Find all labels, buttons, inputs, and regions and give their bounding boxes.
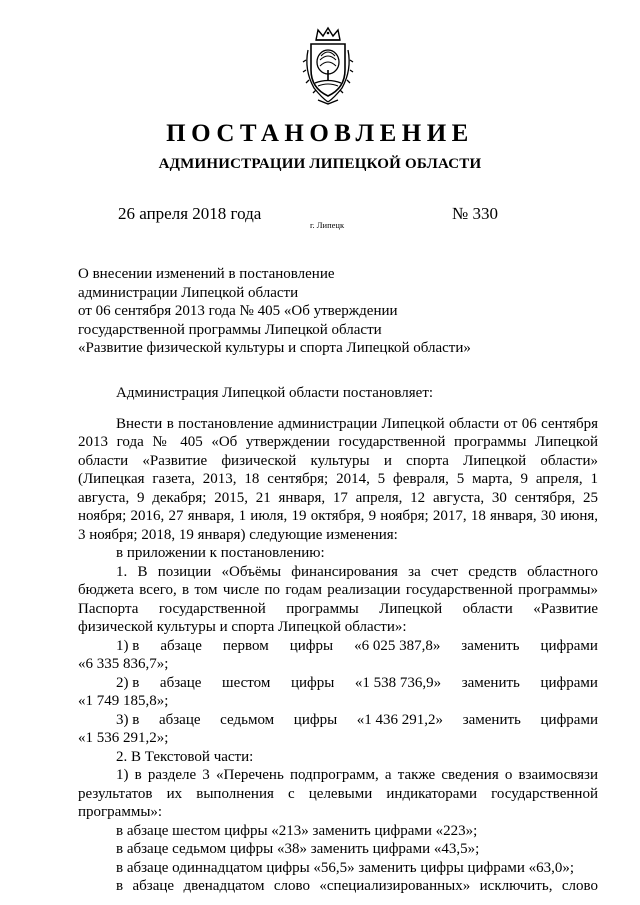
preamble: Администрация Липецкой области постановляет: xyxy=(116,385,434,401)
document-subject xyxy=(78,265,471,358)
body-line: «1 749 185,8»; xyxy=(78,693,169,709)
body-line: программы»: xyxy=(78,804,163,820)
word: первом xyxy=(222,637,269,654)
word: заменить xyxy=(461,674,520,691)
body-line: 2013 года № 405 «Об утверждении государственной программы Липецкой xyxy=(78,434,598,450)
word: абзаце xyxy=(160,637,202,654)
word: 2) в xyxy=(116,674,140,691)
document-number: № 330 xyxy=(452,204,498,223)
word: цифры xyxy=(293,711,338,728)
body-line: Внести в постановление администрации Липецкой области от 06 сентября xyxy=(116,415,598,432)
body-line: Паспорта государственной программы Липецкой области «Развитие xyxy=(78,600,598,617)
word: «1 436 291,2» xyxy=(356,711,444,728)
body-line: области «Развитие физической культуры и спорта Липецкой области» xyxy=(78,452,598,469)
word: 1) в xyxy=(116,637,140,654)
subject-line: «Развитие физической культуры и спорта Липецкой области» xyxy=(78,340,471,356)
document-city: г. Липецк xyxy=(310,220,345,230)
body-line: 2. В Текстовой части: xyxy=(116,748,254,765)
word: «6 025 387,8» xyxy=(354,637,441,654)
coat-of-arms-emblem xyxy=(296,26,360,106)
word: заменить xyxy=(462,711,521,728)
word: «1 538 736,9» xyxy=(354,674,442,691)
amendment-line-2 xyxy=(78,674,598,693)
body-line: 3 ноября; 2018, 19 января) следующие изменения: xyxy=(78,526,398,543)
body-line: 1. В позиции «Объёмы финансирования за счет средств областного xyxy=(116,563,598,580)
word: заменить xyxy=(461,637,520,654)
amendment-line-3 xyxy=(78,711,598,730)
document-body xyxy=(78,384,598,896)
body-line: в абзаце седьмом цифры «38» заменить цифрами «43,5»; xyxy=(116,841,480,857)
body-line: «1 536 291,2»; xyxy=(78,730,169,746)
word: цифры xyxy=(290,674,335,691)
document-date: 26 апреля 2018 года xyxy=(118,204,262,223)
subject-line: О внесении изменений в постановление xyxy=(78,266,335,282)
word: абзаце xyxy=(158,711,201,728)
subject-line: от 06 сентября 2013 года № 405 «Об утверждении xyxy=(78,303,398,319)
word: шестом xyxy=(222,674,271,691)
body-line: в абзаце одиннадцатом цифры «56,5» заменить цифры цифрами «63,0»; xyxy=(116,859,575,876)
word: цифрами xyxy=(540,711,598,728)
body-line: физической культуры и спорта Липецкой области»: xyxy=(78,619,407,635)
body-line: в абзаце двенадцатом слово «специализированных» исключить, слово xyxy=(116,878,598,894)
word: 3) в xyxy=(116,711,140,728)
body-line: 1) в разделе 3 «Перечень подпрограмм, а также сведения о взаимосвязи xyxy=(116,767,598,783)
body-line: «6 335 836,7»; xyxy=(78,656,169,672)
word: цифры xyxy=(289,637,334,654)
word: абзаце xyxy=(159,674,202,691)
body-line: (Липецкая газета, 2013, 18 сентября; 2014, 5 февраля, 5 марта, 9 апреля, 1 xyxy=(78,471,598,487)
subject-line: государственной программы Липецкой области xyxy=(78,321,382,338)
subject-line: администрации Липецкой области xyxy=(78,284,299,301)
body-line: бюджета всего, в том числе по годам реализации государственной программы» xyxy=(78,582,598,598)
body-line: в абзаце шестом цифры «213» заменить цифрами «223»; xyxy=(116,822,478,839)
body-line: результатов их выполнения с целевыми индикаторами государственной xyxy=(78,785,598,802)
amendment-line-1 xyxy=(78,637,598,656)
body-line: в приложении к постановлению: xyxy=(116,545,325,561)
word: седьмом xyxy=(220,711,275,728)
word: цифрами xyxy=(540,674,598,691)
word: цифрами xyxy=(540,637,598,654)
body-line: ноября; 2016, 27 января, 1 июля, 19 октября, 9 ноября; 2017, 18 января, 30 июня, xyxy=(78,508,598,524)
body-line: августа, 9 декабря; 2015, 21 января, 17 апреля, 12 августа, 30 сентября, 25 xyxy=(78,489,598,506)
document-title: ПОСТАНОВЛЕНИЕ xyxy=(166,120,474,147)
document-subtitle: АДМИНИСТРАЦИИ ЛИПЕЦКОЙ ОБЛАСТИ xyxy=(158,156,482,172)
